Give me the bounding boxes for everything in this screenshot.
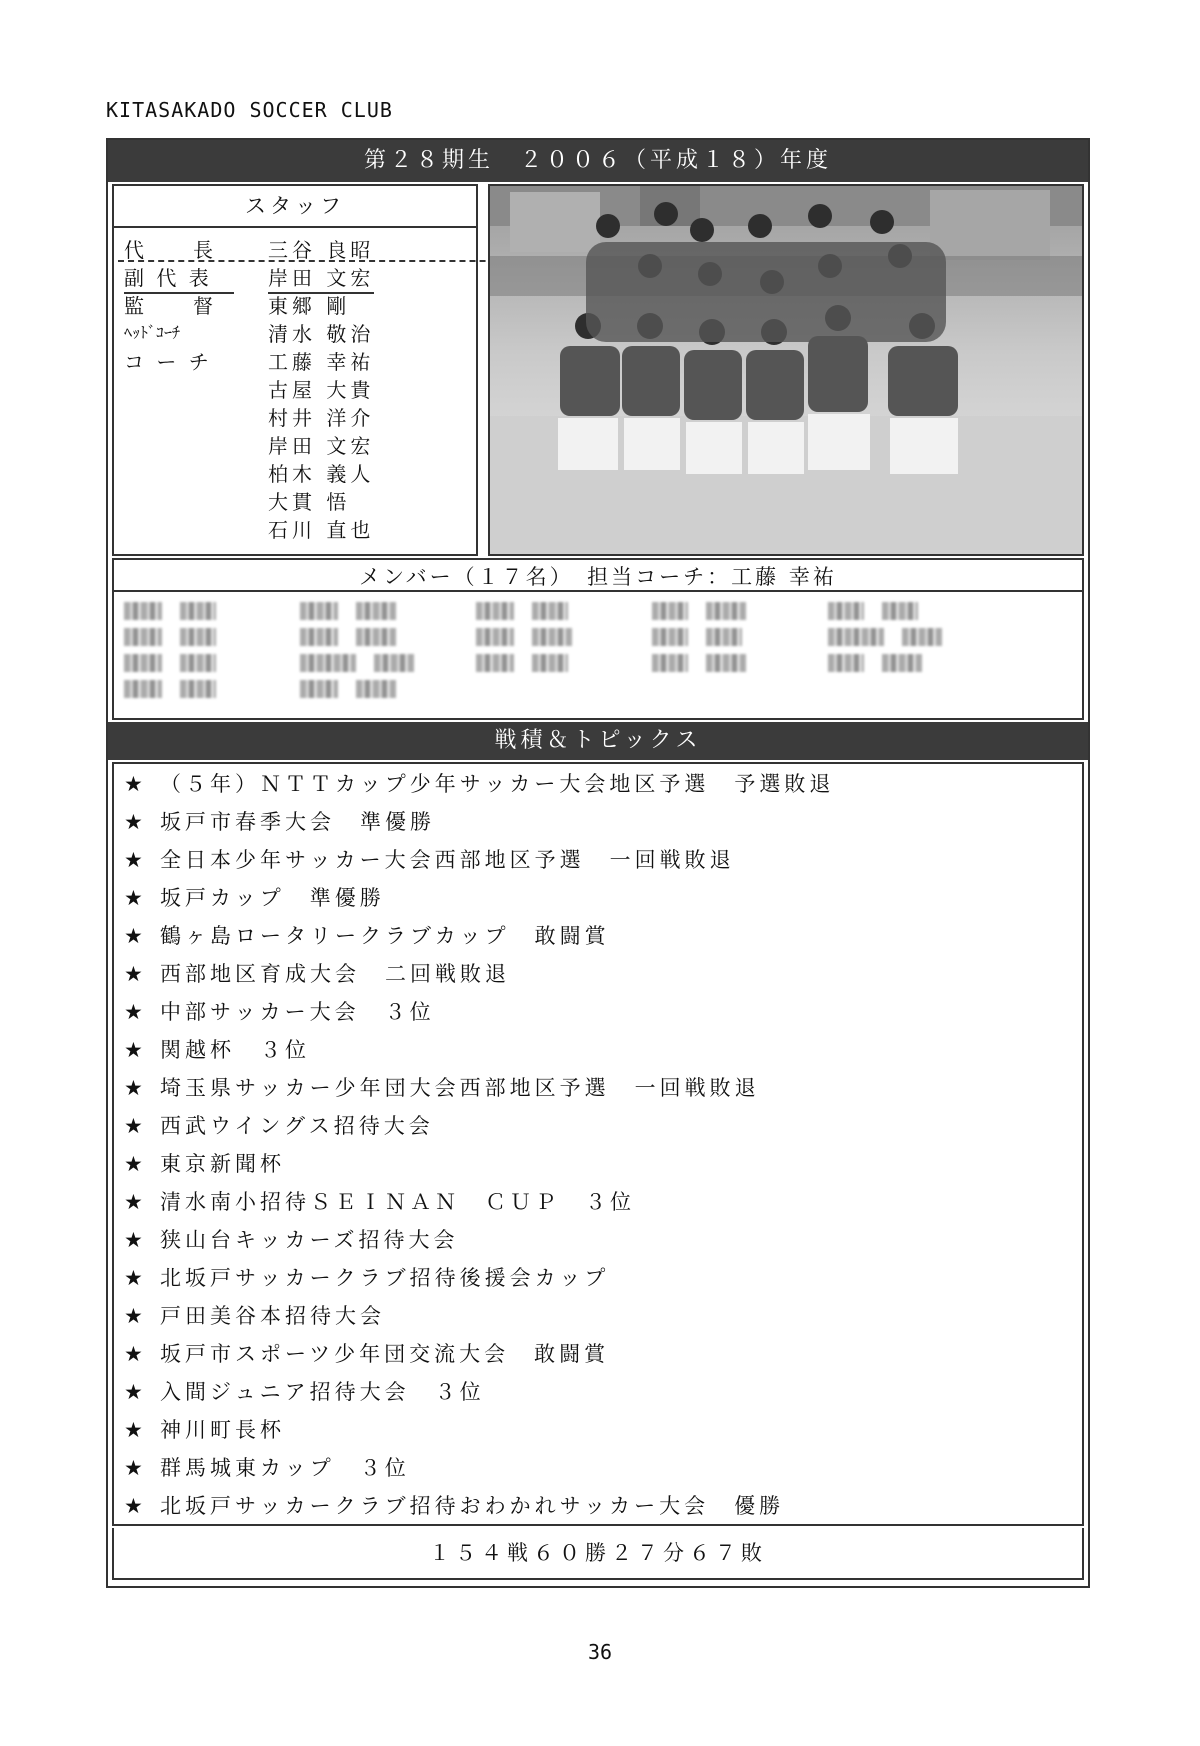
topic-item: ★ 中部サッカー大会 ３位 bbox=[124, 1000, 435, 1024]
staff-name: 清水 敬治 bbox=[268, 322, 375, 346]
staff-name: 三谷 良昭 bbox=[268, 238, 375, 262]
members-heading: メンバー（１７名） 担当コーチ：工藤 幸祐 bbox=[112, 558, 1084, 592]
staff-name: 石川 直也 bbox=[268, 518, 375, 542]
topic-item: ★ 坂戸市スポーツ少年団交流大会 敢闘賞 bbox=[124, 1342, 610, 1366]
staff-name: 岸田 文宏 bbox=[268, 262, 374, 294]
staff-name: 古屋 大貴 bbox=[268, 378, 375, 402]
topic-item: ★ 西部地区育成大会 二回戦敗退 bbox=[124, 962, 510, 986]
staff-name: 大貫 悟 bbox=[268, 490, 351, 514]
season-frame bbox=[106, 138, 1090, 1588]
topic-item: ★ 鶴ヶ島ロータリークラブカップ 敢闘賞 bbox=[124, 924, 610, 948]
topics-list bbox=[112, 762, 1084, 1526]
member-name-redacted bbox=[124, 654, 234, 674]
star-icon: ★ bbox=[124, 1342, 143, 1366]
staff-box bbox=[112, 184, 478, 556]
topic-item: ★ 坂戸市春季大会 準優勝 bbox=[124, 810, 435, 834]
topic-item: ★ 東京新聞杯 bbox=[124, 1152, 285, 1176]
star-icon: ★ bbox=[124, 924, 143, 948]
members-list bbox=[112, 592, 1084, 720]
member-name-redacted bbox=[476, 602, 586, 622]
topic-item: ★ 西武ウイングス招待大会 bbox=[124, 1114, 434, 1138]
star-icon: ★ bbox=[124, 1494, 143, 1518]
topic-item: ★ 戸田美谷本招待大会 bbox=[124, 1304, 385, 1328]
star-icon: ★ bbox=[124, 1000, 143, 1024]
staff-role: コ ー チ bbox=[124, 350, 212, 374]
star-icon: ★ bbox=[124, 886, 143, 910]
page-number: 36 bbox=[587, 1640, 613, 1664]
star-icon: ★ bbox=[124, 1304, 143, 1328]
season-title: 第２８期生 ２００６（平成１８）年度 bbox=[108, 140, 1088, 182]
club-name: KITASAKADO SOCCER CLUB bbox=[106, 98, 393, 122]
staff-role: 監 督 bbox=[124, 294, 216, 318]
topic-item: ★ （５年）ＮＴＴカップ少年サッカー大会地区予選 予選敗退 bbox=[124, 772, 835, 796]
topic-item: ★ 狭山台キッカーズ招待大会 bbox=[124, 1228, 459, 1252]
member-name-redacted bbox=[124, 628, 234, 648]
staff-role: 副 代 表 bbox=[124, 262, 234, 294]
member-name-redacted bbox=[300, 680, 414, 700]
member-name-redacted bbox=[652, 628, 760, 648]
star-icon: ★ bbox=[124, 1152, 143, 1176]
team-photo-illustration bbox=[490, 186, 1082, 554]
star-icon: ★ bbox=[124, 1228, 143, 1252]
topic-item: ★ 坂戸カップ 準優勝 bbox=[124, 886, 385, 910]
topic-item: ★ 清水南小招待ＳＥＩＮＡＮ ＣＵＰ ３位 bbox=[124, 1190, 635, 1214]
team-photo bbox=[488, 184, 1084, 556]
member-name-redacted bbox=[828, 654, 940, 674]
member-name-redacted bbox=[124, 602, 234, 622]
topic-item: ★ 群馬城東カップ ３位 bbox=[124, 1456, 410, 1480]
season-record: １５４戦６０勝２７分６７敗 bbox=[112, 1528, 1084, 1580]
member-name-redacted bbox=[476, 628, 590, 648]
staff-heading: スタッフ bbox=[114, 186, 476, 228]
topic-item: ★ 北坂戸サッカークラブ招待おわかれサッカー大会 優勝 bbox=[124, 1494, 785, 1518]
topic-item: ★ 全日本少年サッカー大会西部地区予選 一回戦敗退 bbox=[124, 848, 735, 872]
staff-name: 村井 洋介 bbox=[268, 406, 375, 430]
staff-role: ﾍｯﾄﾞｺｰﾁ bbox=[124, 323, 181, 342]
member-name-redacted bbox=[124, 680, 234, 700]
member-name-redacted bbox=[828, 602, 936, 622]
star-icon: ★ bbox=[124, 1076, 143, 1100]
member-name-redacted bbox=[652, 654, 764, 674]
member-name-redacted bbox=[300, 654, 432, 674]
star-icon: ★ bbox=[124, 1380, 143, 1404]
staff-name: 東郷 剛 bbox=[268, 294, 351, 318]
staff-name: 柏木 義人 bbox=[268, 462, 375, 486]
star-icon: ★ bbox=[124, 810, 143, 834]
star-icon: ★ bbox=[124, 1266, 143, 1290]
member-name-redacted bbox=[300, 602, 414, 622]
star-icon: ★ bbox=[124, 1038, 143, 1062]
topic-item: ★ 神川町長杯 bbox=[124, 1418, 285, 1442]
star-icon: ★ bbox=[124, 772, 143, 796]
staff-name: 工藤 幸祐 bbox=[268, 350, 375, 374]
topic-item: ★ 北坂戸サッカークラブ招待後援会カップ bbox=[124, 1266, 610, 1290]
star-icon: ★ bbox=[124, 1114, 143, 1138]
star-icon: ★ bbox=[124, 848, 143, 872]
topic-item: ★ 入間ジュニア招待大会 ３位 bbox=[124, 1380, 485, 1404]
topics-heading: 戦積＆トピックス bbox=[108, 722, 1088, 760]
star-icon: ★ bbox=[124, 962, 143, 986]
staff-role: 代 長 bbox=[124, 238, 216, 262]
star-icon: ★ bbox=[124, 1456, 143, 1480]
member-name-redacted bbox=[300, 628, 414, 648]
member-name-redacted bbox=[652, 602, 764, 622]
topic-item: ★ 関越杯 ３位 bbox=[124, 1038, 310, 1062]
star-icon: ★ bbox=[124, 1190, 143, 1214]
star-icon: ★ bbox=[124, 1418, 143, 1442]
staff-name: 岸田 文宏 bbox=[268, 434, 375, 458]
member-name-redacted bbox=[476, 654, 586, 674]
topic-item: ★ 埼玉県サッカー少年団大会西部地区予選 一回戦敗退 bbox=[124, 1076, 760, 1100]
member-name-redacted bbox=[828, 628, 960, 648]
